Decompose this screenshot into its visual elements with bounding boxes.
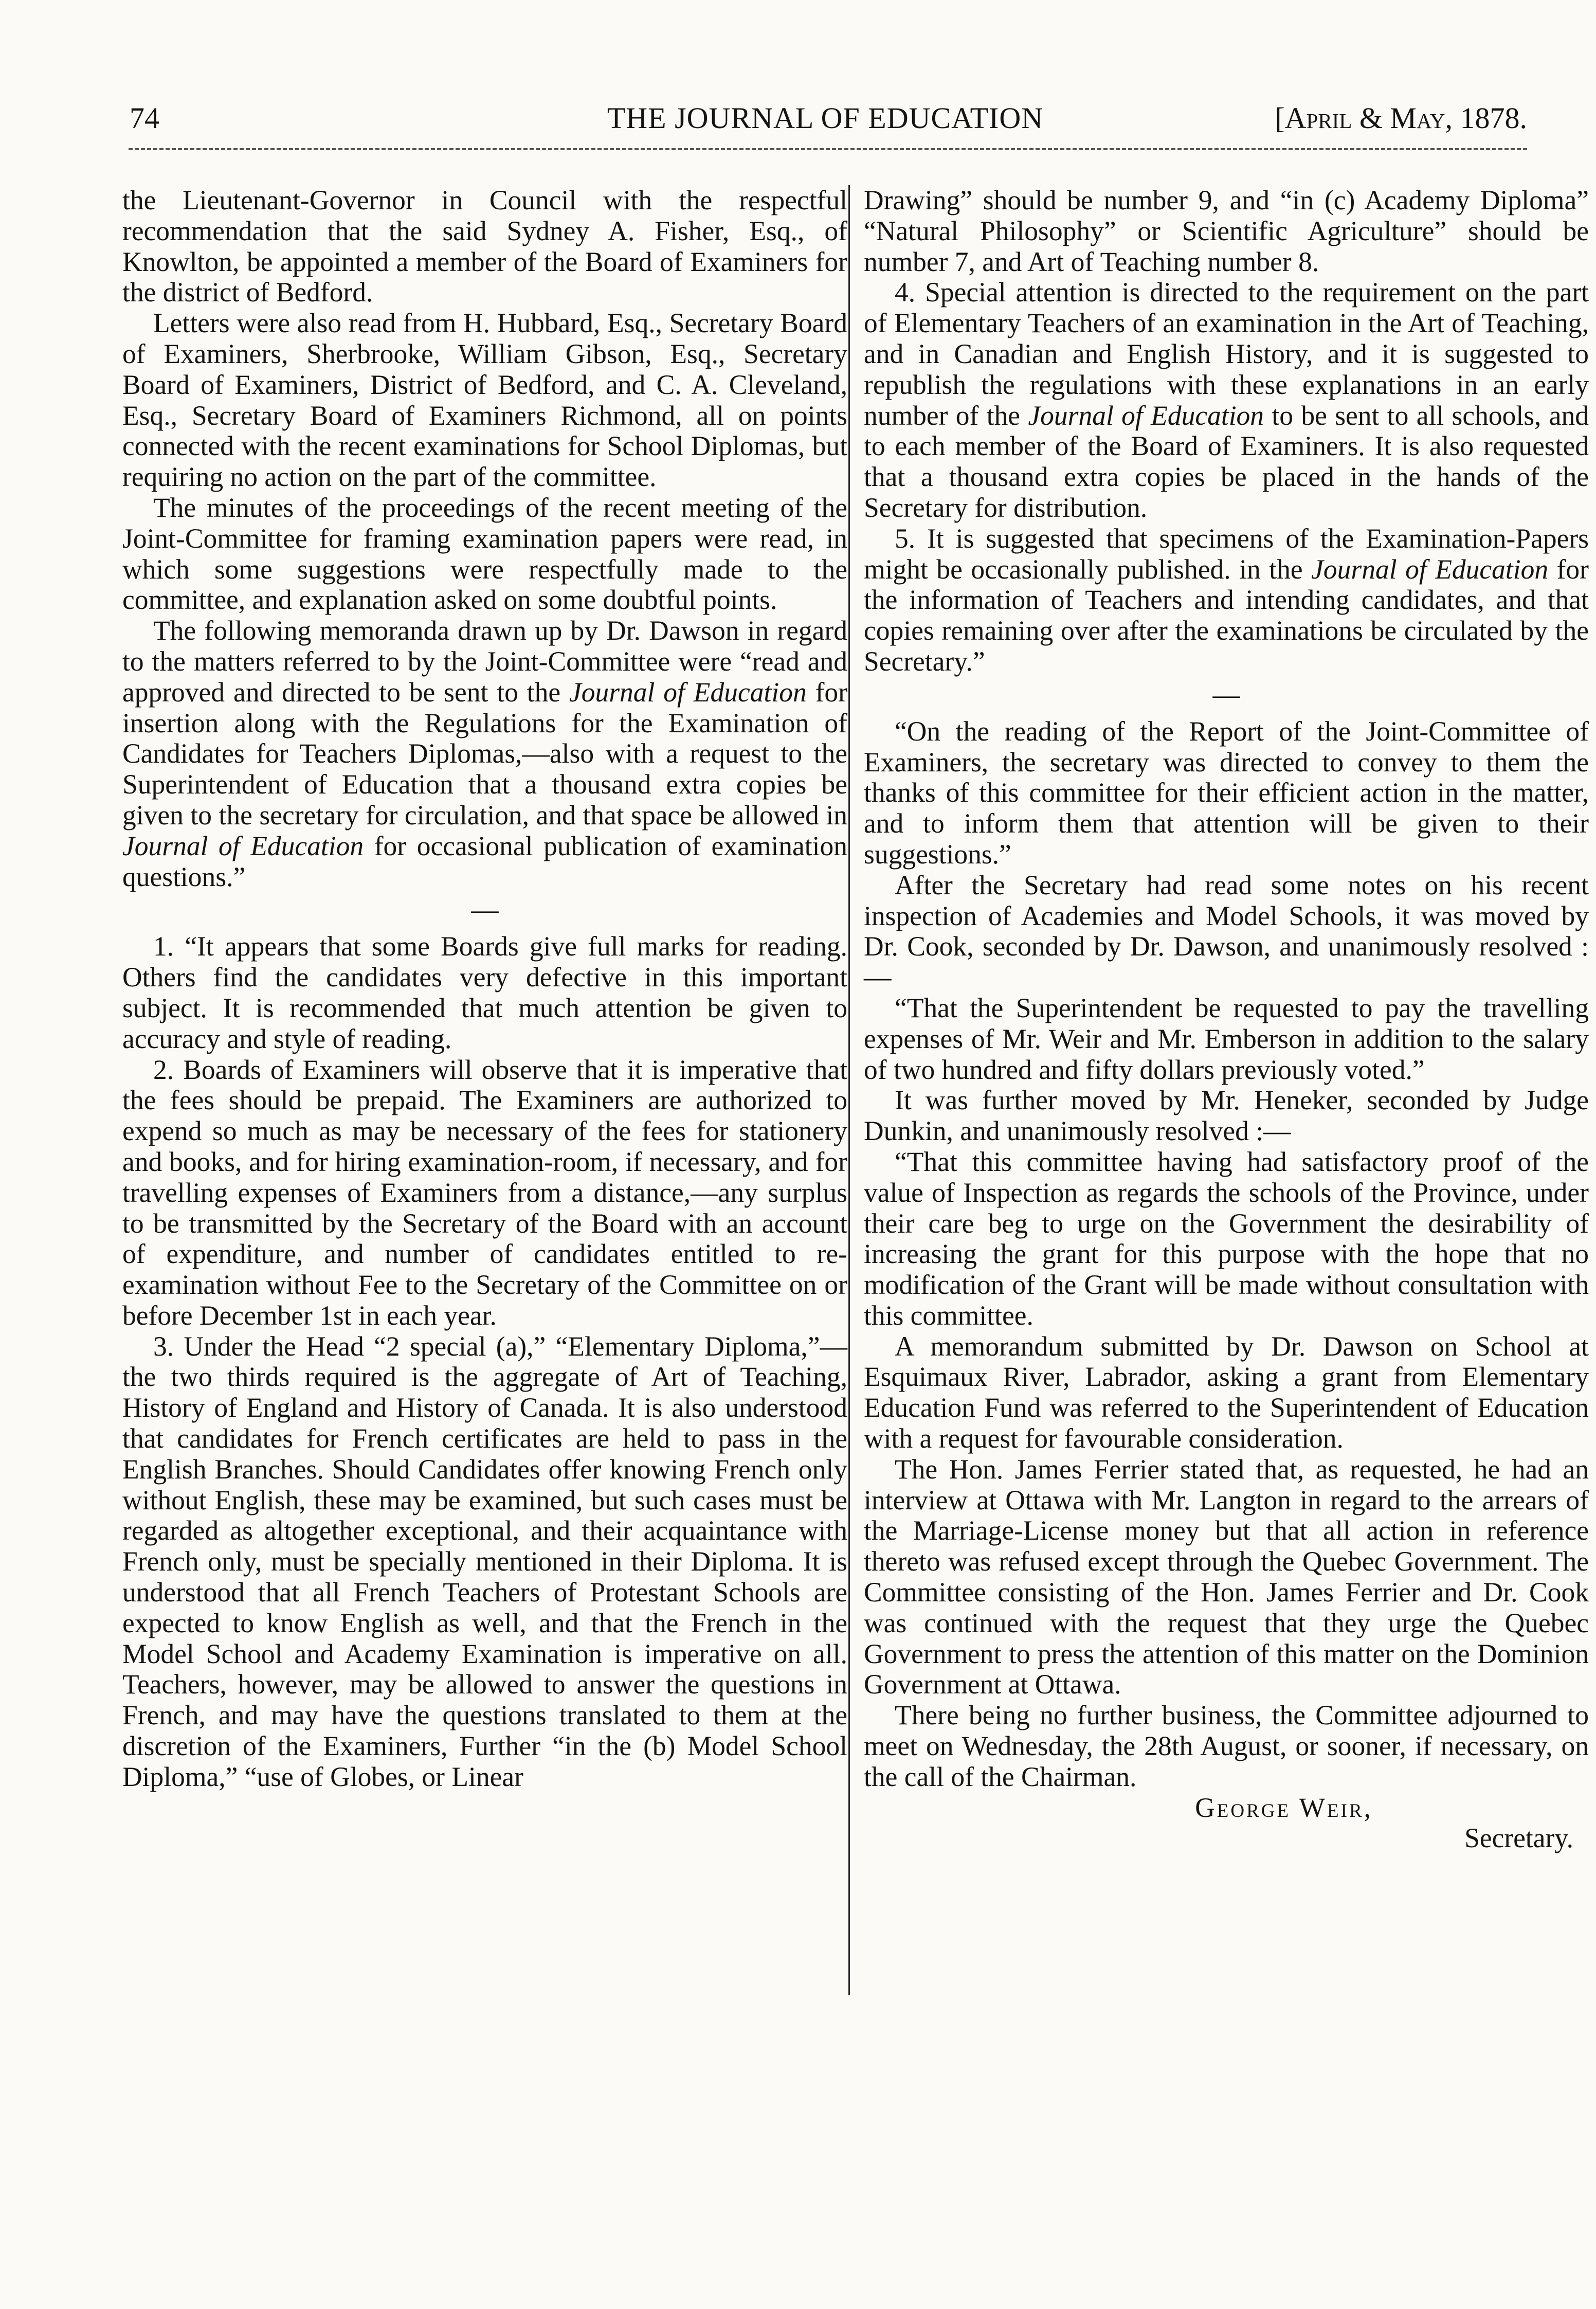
journal-ref: Journal of Education <box>569 676 807 708</box>
paragraph: “That the Superintendent be requested to pay the travelling expenses of Mr. Weir and Mr. Emberson in addition to the salary of two hundred and fifty dollars previously voted.” <box>864 992 1589 1085</box>
memo-item-3: 3. Under the Head “2 special (a),” “Elementary Diploma,”—the two thirds required is the aggregate of Art of Teaching, History of England and History of Canada. It is also understood that candidates for French certificates are held to pass in the English Branches. Should Candidates offer knowing French only without English, these may be examined, but such cases must be regarded as altogether exceptional, and their acquaintance with French only, must be specially mentioned in their Diploma. It is understood that all French Teachers of Protestant Schools are expected to know English as well, and that the French in the Model School and Academy Examination is imperative on all. Teachers, however, may be allowed to answer the questions in French, and may have the questions translated to them at the discretion of the Examiners, Further “in the (b) Model School Diploma,” “use of Globes, or Linear <box>122 1330 847 1792</box>
column-divider <box>848 185 850 1995</box>
text-run: 4. Special attention is directed to the requirement on the part of Elementary Teachers of an examination in the Art of Teaching, and in Canadian and English History, and it is suggested to republish the regulations with these explanations in an early number of the <box>864 277 1589 431</box>
paragraph: After the Secretary had read some notes on his recent inspection of Academies and Model Schools, it was moved by Dr. Cook, seconded by Dr. Dawson, and unanimously resolved :— <box>864 869 1589 993</box>
paragraph: The Hon. James Ferrier stated that, as requested, he had an interview at Ottawa with Mr. Langton in regard to the arrears of the Marriage-License money but that all action in reference thereto was refused except through the Quebec Government. The Committee consisting of the Hon. James Ferrier and Dr. Cook was continued with the request that they urge the Quebec Government to press the attention of this matter on the Dominion Government at Ottawa. <box>864 1453 1589 1700</box>
memo-item-5 <box>864 524 1589 677</box>
text-run: for the information of Teachers and intending candidates, and that copies remaining over after the examinations be circulated by the Secretary.” <box>864 553 1589 677</box>
memo-item-1: 1. “It appears that some Boards give full marks for reading. Others find the candidates very defective in this important subject. It is recommended that much attention be given to accuracy and style of reading. <box>122 931 847 1054</box>
header-rule <box>129 148 1527 150</box>
right-column <box>864 185 1589 1854</box>
issue-date: [April & May, 1878. <box>1275 101 1527 135</box>
text-run: for insertion along with the Regulations for the Examination of Candidates for Teachers Diplomas,—also with a request to the Superintendent of Education that a thousand extra copies be given to the secretary for circulation, and that space be allowed in <box>122 676 847 831</box>
memo-item-4 <box>864 277 1589 523</box>
paragraph: “That this committee having had satisfactory proof of the value of Inspection as regards the schools of the Province, under their care beg to urge on the Government the desirability of increasing the grant for this purpose with the hope that no modification of the Grant will be made without consultation with this committee. <box>864 1146 1589 1331</box>
paragraph: The minutes of the proceedings of the recent meeting of the Joint-Committee for framing examination papers were read, in which some suggestions were respectfully made to the committee, and explanation asked on some doubtful points. <box>122 492 847 616</box>
text-run: for occasional publication of examination questions.” <box>122 830 847 892</box>
paragraph: the Lieutenant-Governor in Council with the respectful recommendation that the said Sydney A. Fisher, Esq., of Knowlton, be appointed a member of the Board of Examiners for the district of Bedford. <box>122 185 847 308</box>
page-number: 74 <box>130 101 159 135</box>
paragraph: Letters were also read from H. Hubbard, Esq., Secretary Board of Examiners, Sherbrooke, William Gibson, Esq., Secretary Board of Examiners, District of Bedford, and C. A. Cleveland, Esq., Secretary Board of Examiners Richmond, all on points connected with the recent examinations for School Diplomas, but requiring no action on the part of the committee. <box>122 308 847 493</box>
signature-block <box>864 1793 1589 1854</box>
paragraph: A memorandum submitted by Dr. Dawson on School at Esquimaux River, Labrador, asking a grant from Elementary Education Fund was referred to the Superintendent of Education with a request for favourable consideration. <box>864 1330 1589 1454</box>
text-run: to be sent to all schools, and to each member of the Board of Examiners. It is also requested that a thousand extra copies be placed in the hands of the Secretary for distribution. <box>864 400 1589 523</box>
section-separator: — <box>471 895 499 925</box>
signature-name: George Weir, <box>1195 1792 1373 1823</box>
text-run: The following memoranda drawn up by Dr. Dawson in regard to the matters referred to by the Joint-Committee were “read and approved and directed to be sent to the <box>122 615 847 708</box>
left-column <box>122 185 847 1793</box>
running-header <box>123 98 1527 139</box>
paragraph: There being no further business, the Committee adjourned to meet on Wednesday, the 28th August, or sooner, if necessary, on the call of the Chairman. <box>864 1700 1589 1792</box>
journal-title: THE JOURNAL OF EDUCATION <box>607 101 1044 135</box>
paragraph <box>122 616 847 892</box>
journal-ref: Journal of Education <box>122 830 364 861</box>
memo-item-2: 2. Boards of Examiners will observe that it is imperative that the fees should be prepaid. The Examiners are authorized to expend so much as may be necessary of the fees for stationery and books, and for hiring examination-room, if necessary, and for travelling expenses of Examiners from a distance,—any surplus to be transmitted by the Secretary of the Board with an account of expenditure, and number of candidates entitled to re-examination without Fee to the Secretary of the Committee on or before December 1st in each year. <box>122 1054 847 1331</box>
text-run: 5. It is suggested that specimens of the Examination-Papers might be occasionally published. in the <box>864 522 1589 585</box>
signature-title: Secretary. <box>1464 1823 1573 1854</box>
journal-ref: Journal of Education <box>1028 400 1264 431</box>
paragraph: Drawing” should be number 9, and “in (c) Academy Diploma” “Natural Philosophy” or Scientific Agriculture” should be number 7, and Art of Teaching number 8. <box>864 185 1589 277</box>
paragraph: “On the reading of the Report of the Joint-Committee of Examiners, the secretary was directed to convey to them the thanks of this committee for their efficient action in the matter, and to inform them that attention will be given to their suggestions.” <box>864 715 1589 870</box>
section-separator: — <box>1212 679 1240 710</box>
paragraph: It was further moved by Mr. Heneker, seconded by Judge Dunkin, and unanimously resolved :— <box>864 1085 1589 1147</box>
journal-ref: Journal of Education <box>1311 553 1549 585</box>
